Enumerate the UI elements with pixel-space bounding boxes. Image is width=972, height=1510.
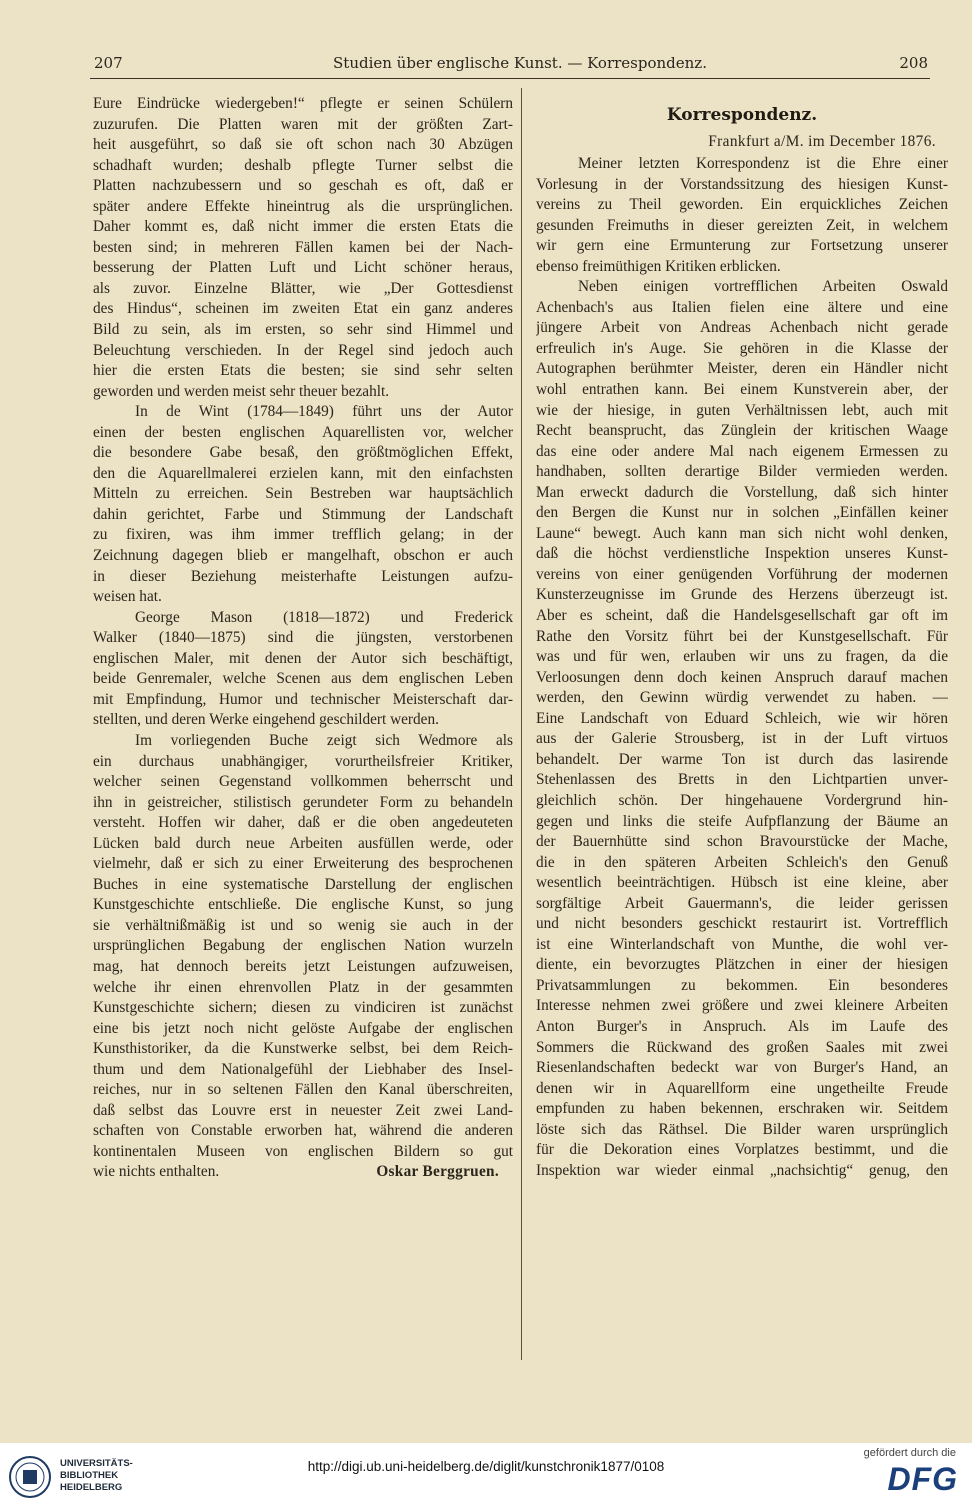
text-line: In de Wint (1784—1849) führt uns der Autor: [135, 403, 513, 421]
text-line: Eure Eindrücke wiedergeben!“ pflegte er seinen Schülern: [93, 95, 513, 112]
text-line: daß selbst das Louvre erst in neuester Zeit zwei Land-: [93, 1101, 513, 1119]
column-divider: [521, 88, 522, 1360]
text-line: Achenbach's aus Italien fielen eine ältere und eine: [536, 298, 948, 316]
text-line: heit ausgeführt, so daß sie oft schon nach 30 Abzügen: [93, 136, 513, 154]
text-line: Kunsterzeugnisse im Grunde des Herzens überzeugt ist.: [536, 586, 948, 604]
text-line: des Hindus“, scheinen im zweiten Etat ein ganz anderes: [93, 300, 513, 318]
text-line: Autographen berühmter Meister, deren ein Händler nicht: [536, 360, 948, 378]
text-line: zuzurufen. Die Platten waren mit der größten Zart-: [93, 115, 513, 133]
text-line: Neben einigen vortrefflichen Arbeiten Oswald: [578, 278, 948, 296]
text-line: wohl entrathen kann. Bei einem Kunstverein aber, der: [536, 381, 948, 399]
text-line: Buches in eine systematische Darstellung der englischen: [93, 875, 513, 893]
text-line: die besondere Gabe besaß, den größtmöglichen Effekt,: [93, 444, 513, 462]
text-line: mit Empfindung, Humor und technischer Meisterschaft dar-: [93, 690, 513, 708]
text-line: Riesenlandschaften bedeckt war von Burger's Hand, an: [536, 1059, 948, 1077]
text-line: was und für wen, erlauben wir uns zu fragen, da die: [536, 648, 948, 666]
text-line: Kunstgeschichte sichern; diesen zu vindiciren ist zunächst: [93, 999, 513, 1017]
text-line: Lücken bald durch neue Arbeiten ausfüllen werde, oder: [93, 834, 513, 852]
text-line: wesentlich beeinträchtigen. Hübsch ist eine kleine, aber: [536, 874, 948, 892]
text-line: der Bauernhütte sind schon Bravourstücke der Mache,: [536, 833, 948, 851]
text-line: Verloosungen denn doch keinen Anspruch darauf machen: [536, 668, 948, 686]
text-line: wir gern eine Ermunterung zur Fortsetzung unserer: [536, 237, 948, 255]
text-line: handhaben, sollten derartige Bilder vermieden werden.: [536, 463, 948, 481]
source-url[interactable]: http://digi.ub.uni-heidelberg.de/diglit/kunstchronik1877/0108: [307, 1459, 665, 1474]
text-line: daß die höchst verdienstliche Inspektion unseres Kunst-: [536, 545, 948, 563]
text-line: kontinentalen Museen von englischen Bildern so gut: [93, 1142, 513, 1160]
running-title: Studien über englische Kunst. — Korrespondenz.: [333, 54, 707, 72]
page-number-right: 208: [899, 54, 928, 72]
text-line: gleichlich schön. Der hingehauene Vordergrund hin-: [536, 791, 948, 809]
author-signature: Oskar Berggruen.: [376, 1163, 499, 1181]
text-line: behandelt. Der warme Ton ist durch das lasirende: [536, 750, 948, 768]
text-line: besserung der Platten Luft und Licht schöner heraus,: [93, 259, 513, 277]
text-line: hier die ersten Etats die besten; sie sind sehr selten: [93, 362, 513, 380]
text-line: wie nichts enthalten. Oskar Berggruen.: [93, 1162, 513, 1183]
text-line: schaften von Constable erworben hat, während die anderen: [93, 1122, 513, 1140]
header-rule: [90, 78, 930, 79]
text-line: besten sind; in mehreren Fällen kamen bei der Nach-: [93, 238, 513, 256]
text-line: für die Dekoration eines Vorplatzes bestimmt, und die: [536, 1141, 948, 1159]
text-line: Sommers die Rückwand des großen Saales mit zwei: [536, 1038, 948, 1056]
left-column: [93, 94, 513, 1183]
text-line: Eine Landschaft von Eduard Schleich, wie wir hören: [536, 709, 948, 727]
text-line: ursprünglichen Begabung der englischen Nation wurzeln: [93, 937, 513, 955]
text-line: aus der Galerie Strousberg, ist in der Luft virtuos: [536, 730, 948, 748]
text-line: Anton Burger's in Anspruch. Als im Laufe des: [536, 1017, 948, 1035]
text-line: Meiner letzten Korrespondenz ist die Ehre einer: [578, 155, 948, 172]
text-line: Im vorliegenden Buche zeigt sich Wedmore als: [135, 731, 513, 749]
text-line: erfreulich in's Auge. Sie gehören in die Klasse der: [536, 339, 948, 357]
footer-bar: [0, 1443, 972, 1510]
text-line: weisen hat.: [93, 588, 162, 606]
text-line: Inspektion war wieder einmal „nachsichtig“ genug, den: [536, 1161, 948, 1179]
text-line: ebenso freimüthigen Kritiken erblicken.: [536, 257, 781, 275]
text-line: vereins von einer genügenden Vorführung der modernen: [536, 565, 948, 583]
text-line: sorgfältige Arbeit Gauermann's, die leider gerissen: [536, 894, 948, 912]
text-line: eine bis jetzt noch nicht gelöste Aufgabe der englischen: [93, 1019, 513, 1037]
text-line: Privatsammlungen zu bekommen. Ein besonderes: [536, 976, 948, 994]
text-line: diente, ein bevorzugtes Plätzchen in einer der hiesigen: [536, 956, 948, 974]
text-line: reiches, nur in so seltenen Fällen den Kanal überschreiten,: [93, 1081, 513, 1099]
text-line: Aber es scheint, daß die Handelsgesellschaft gar oft im: [536, 607, 948, 625]
text-line: später andere Effekte hineintrug als die ursprünglichen.: [93, 197, 513, 215]
text-line: sie verhältnißmäßig ist und so wenig sie auch in der: [93, 916, 513, 934]
text-line: Laune“ bewegt. Auch kann man sich nicht wohl denken,: [536, 524, 948, 542]
text-line: Kunsthistoriker, da die Kunstwerke selbst, bei dem Reich-: [93, 1040, 513, 1058]
text-line: die in den späteren Arbeiten Schleich's den Genuß: [536, 853, 948, 871]
text-line: denen wir in Aquarellform eine ungetheilte Freude: [536, 1079, 948, 1097]
text-line: als zuvor. Einzelne Blätter, wie „Der Gottesdienst: [93, 279, 513, 297]
text-line: geworden und werden meist sehr theuer bezahlt.: [93, 382, 390, 400]
dateline: Frankfurt a/M. im December 1876.: [708, 133, 936, 150]
text-line: mag, hat dennoch bereits jetzt Leistungen aufzuweisen,: [93, 957, 513, 975]
text-line: zu fixiren, was ihm immer trefflich gelang; in der: [93, 526, 513, 544]
text-line: gesunden Freimuths in dieser gereizten Zeit, in welchem: [536, 216, 948, 234]
text-line: werden, den Gewinn würdig verwendet zu haben. —: [536, 689, 948, 707]
text-line: welcher seinen Gegenstand vollkommen beherrscht und: [93, 773, 513, 791]
text-line: Stehenlassen des Bretts in den Lichtpartien unver-: [536, 771, 948, 789]
text-line: und nicht besonders geschickt restaurirt ist. Vortrefflich: [536, 915, 948, 933]
running-head: [90, 50, 950, 76]
text-line: Daher kommt es, daß nicht immer die ersten Etats die: [93, 218, 513, 236]
text-line: Rathe den Vorsitz führt bei der Kunstgesellschaft. Für: [536, 627, 948, 645]
text-line: Zeichnung dagegen blieb er mangelhaft, obschon er auch: [93, 547, 513, 565]
text-line: gegen und links die steife Aufpflanzung der Bäume an: [536, 812, 948, 830]
text-line: jüngere Arbeit von Andreas Achenbach nicht gerade: [536, 319, 948, 337]
funding-note: gefördert durch die: [863, 1447, 956, 1459]
text-line: empfunden zu haben bekennen, erschraken wir. Seitdem: [536, 1100, 948, 1118]
text-line: Beleuchtung verschieden. In der Regel sind jedoch auch: [93, 341, 513, 359]
text-line: Man erweckt dadurch die Vorstellung, daß sich hinter: [536, 483, 948, 501]
text-line: ein durchaus unabhängiger, vorurtheilsfreier Kritiker,: [93, 752, 513, 770]
text-line: beide Genremaler, welche Scenen aus dem englischen Leben: [93, 670, 513, 688]
text-line: einen der besten englischen Aquarellisten vor, welcher: [93, 423, 513, 441]
text-line: Interesse nehmen zwei größere und zwei kleinere Arbeiten: [536, 997, 948, 1015]
text-line: den Bergen die Kunst nur in solchen „Einfällen keiner: [536, 504, 948, 522]
right-column: [536, 100, 948, 1181]
text-line: wie der hiesige, in guten Verhältnissen lebt, auch mit: [536, 401, 948, 419]
text-line: Walker (1840—1875) sind die jüngsten, verstorbenen: [93, 629, 513, 647]
text-line: schadhaft wurden; deshalb pflegte Turner selbst die: [93, 156, 513, 174]
text-line: Vorlesung in der Vorstandssitzung des hiesigen Kunst-: [536, 175, 948, 193]
section-heading: Korrespondenz.: [666, 105, 818, 125]
text-line: Mitteln zu erreichen. Sein Bestreben war hauptsächlich: [93, 485, 513, 503]
text-line: das eine oder andere Mal nach eigenem Ermessen zu: [536, 442, 948, 460]
text-line: Kunstgeschichte entschließe. Die englische Kunst, so jung: [93, 896, 513, 914]
text-line: Recht beansprucht, das Zünglein der kritischen Waage: [536, 422, 948, 440]
dfg-logo[interactable]: DFG: [887, 1461, 958, 1497]
text-line: vielmehr, daß er sich zu einer Erweiterung des besprochenen: [93, 855, 513, 873]
text-line: ist eine Winterlandschaft von Munthe, die wohl ver-: [536, 935, 948, 953]
page-number-left: 207: [94, 54, 123, 72]
text-line: dahin gerichtet, Farbe und Stimmung der Landschaft: [93, 505, 513, 523]
library-name: UNIVERSITÄTS- BIBLIOTHEK HEIDELBERG: [60, 1458, 133, 1493]
text-line: George Mason (1818—1872) und Frederick: [135, 608, 513, 626]
text-line: Bild zu sein, als im ersten, so sehr sind Himmel und: [93, 321, 513, 339]
text-line: Platten nachzubessern und so geschah es oft, daß er: [93, 177, 513, 195]
text-line: welche ihr einen ehrenvollen Platz in der gesammten: [93, 978, 513, 996]
text-line: den die Aquarellmalerei erzielen kann, mit den einfachsten: [93, 464, 513, 482]
text-line: stellten, und deren Werke eingehend geschildert werden.: [93, 711, 439, 729]
text-line: englischen Maler, mit denen der Autor sich beschäftigt,: [93, 649, 513, 667]
text-line: thum und dem Nationalgefühl der Liebhaber des Insel-: [93, 1060, 513, 1078]
text-line: vereins zu Theil geworden. Ein erquickliches Zeichen: [536, 196, 948, 214]
text-line: löste sich das Räthsel. Die Bilder waren ursprünglich: [536, 1120, 948, 1138]
text-line: ihn in geistreicher, stilistisch gerundeter Form zu behandeln: [93, 793, 513, 811]
text-line: versteht. Hoffen wir daher, daß er die oben angedeuteten: [93, 814, 513, 832]
right-column-text: [536, 154, 948, 1181]
text-line: in dieser Beziehung meisterhafte Leistungen aufzu-: [93, 567, 513, 585]
